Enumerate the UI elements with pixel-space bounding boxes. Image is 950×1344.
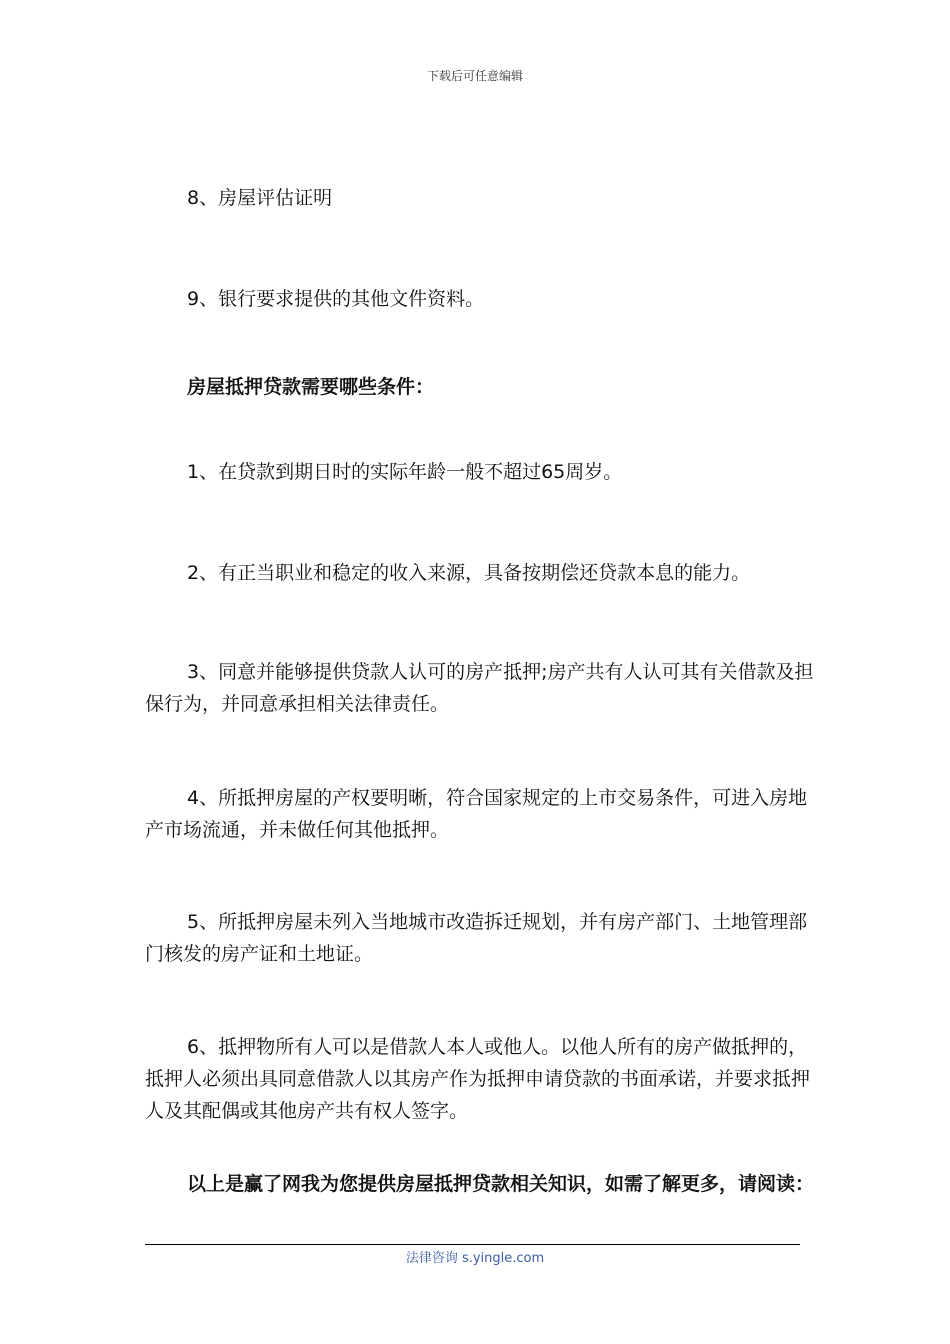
condition-6: 6、抵押物所有人可以是借款人本人或他人。以他人所有的房产做抵押的，抵押人必须出具同意借款人以其房产作为抵押申请贷款的书面承诺，并要求抵押人及其配偶或其他房产共有权人签字。 xyxy=(145,1036,811,1122)
footer-link[interactable]: 法律咨询 s.yingle.com xyxy=(405,1251,545,1266)
closing-paragraph: 以上是赢了网我为您提供房屋抵押贷款相关知识，如需了解更多，请阅读： xyxy=(187,1173,815,1195)
condition-1: 1、在贷款到期日时的实际年龄一般不超过65周岁。 xyxy=(187,461,623,483)
section-heading: 房屋抵押贷款需要哪些条件： xyxy=(187,376,435,398)
condition-4: 4、所抵押房屋的产权要明晰，符合国家规定的上市交易条件，可进入房地产市场流通，并未做任何其他抵押。 xyxy=(145,787,808,841)
condition-3: 3、同意并能够提供贷款人认可的房产抵押;房产共有人认可其有关借款及担保行为，并同意承担相关法律责任。 xyxy=(145,661,814,715)
list-item-9: 9、银行要求提供的其他文件资料。 xyxy=(187,288,485,310)
page-header-note: 下载后可任意编辑 xyxy=(426,69,523,83)
list-item-8: 8、房屋评估证明 xyxy=(187,187,333,209)
condition-5: 5、所抵押房屋未列入当地城市改造拆迁规划，并有房产部门、土地管理部门核发的房产证和土地证。 xyxy=(145,911,808,965)
condition-2: 2、有正当职业和稳定的收入来源，具备按期偿还贷款本息的能力。 xyxy=(187,562,751,584)
footer-divider xyxy=(145,1244,800,1245)
